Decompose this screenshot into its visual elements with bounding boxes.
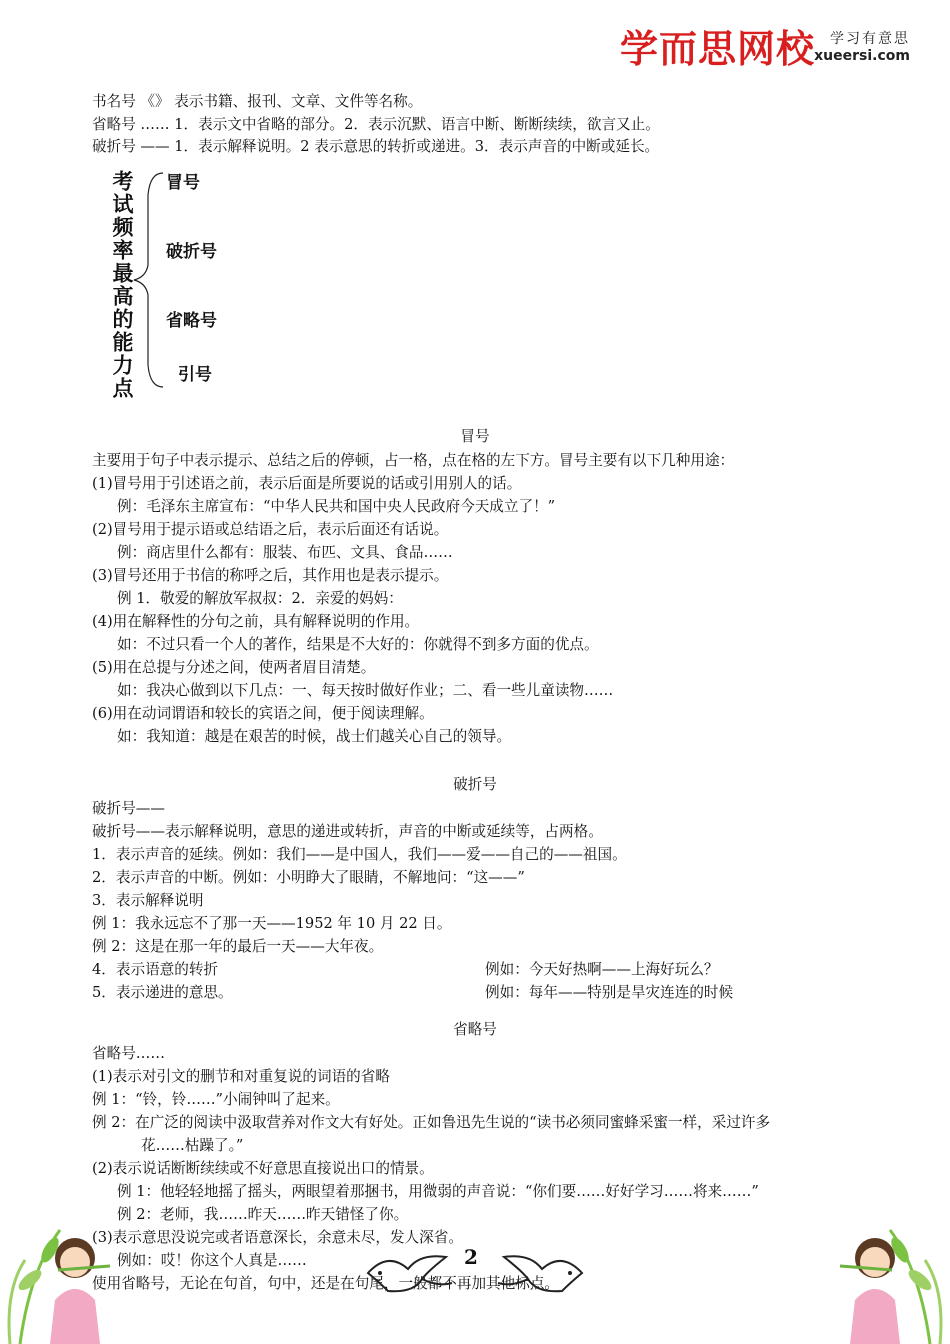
colon-line: (4)用在解释性的分句之前，具有解释说明的作用。 — [92, 613, 420, 630]
ellipsis-line: 花……枯躁了。” — [141, 1137, 244, 1154]
dash-line: 破折号—— — [92, 800, 165, 817]
section-heading-ellipsis: 省略号 — [453, 1021, 497, 1038]
ellipsis-line: 例如：哎！你这个人真是…… — [117, 1252, 307, 1269]
ellipsis-line: 使用省略号，无论在句首，句中，还是在句尾，一般都不再加其他标点。 — [92, 1275, 560, 1292]
dash-line: 破折号——表示解释说明，意思的递进或转折，声音的中断或延续等，占两格。 — [92, 823, 603, 840]
mindmap-title: 考试频率最高的能力点 — [110, 170, 134, 400]
page-number: 2 — [464, 1245, 478, 1269]
ellipsis-line: 例 1：他轻轻地摇了摇头，两眼望着那捆书，用微弱的声音说：“你们要……好好学习……将来……” — [117, 1183, 759, 1200]
ellipsis-line: 省略号…… — [92, 1045, 165, 1062]
mindmap-branch-dash: 破折号 — [166, 242, 217, 262]
girl-illustration-left — [0, 1150, 130, 1344]
colon-line: (1)冒号用于引述语之前，表示后面是所要说的话或引用别人的话。 — [92, 475, 522, 492]
section-heading-dash: 破折号 — [453, 776, 497, 793]
ellipsis-line: 例 2：在广泛的阅读中汲取营养对作文大有好处。正如鲁迅先生说的“读书必须同蜜蜂采蜜一样，采过许多 — [92, 1114, 771, 1131]
dash-example-right: 例如：每年——特别是旱灾连连的时候 — [485, 984, 734, 1001]
intro-line-ellipsis: 省略号 …… 1．表示文中省略的部分。2．表示沉默、语言中断、断断续续，欲言又止。 — [92, 116, 660, 133]
dash-example-right: 例如：今天好热啊——上海好玩么？ — [485, 961, 719, 978]
colon-line: 如：不过只看一个人的著作，结果是不大好的：你就得不到多方面的优点。 — [117, 636, 599, 653]
mindmap-branch-quote: 引号 — [178, 365, 212, 385]
brand-logo: 学而思网校 — [619, 27, 815, 71]
colon-line: (3)冒号还用于书信的称呼之后，其作用也是表示提示。 — [92, 567, 449, 584]
mindmap-brace — [128, 165, 168, 395]
girl-illustration-right — [820, 1150, 950, 1344]
ellipsis-line: 例 1：“铃，铃……”小闹钟叫了起来。 — [92, 1091, 340, 1108]
ellipsis-line: (2)表示说话断断续续或不好意思直接说出口的情景。 — [92, 1160, 434, 1177]
ellipsis-line: (3)表示意思没说完或者语意深长，余意未尽，发人深省。 — [92, 1229, 463, 1246]
ellipsis-line: (1)表示对引文的删节和对重复说的词语的省略 — [92, 1068, 390, 1085]
dash-line: 5．表示递进的意思。 — [92, 984, 233, 1001]
dove-icon-left — [358, 1243, 458, 1301]
mindmap-branch-ellipsis: 省略号 — [166, 311, 217, 331]
intro-line-dash: 破折号 —— 1．表示解释说明。2 表示意思的转折或递进。3．表示声音的中断或延长。 — [92, 138, 660, 155]
brand-slogan: 学习有意思 — [830, 31, 910, 47]
colon-line: 例 1．敬爱的解放军叔叔：2．亲爱的妈妈： — [117, 590, 403, 607]
colon-line: (2)冒号用于提示语或总结语之后，表示后面还有话说。 — [92, 521, 449, 538]
colon-line: 主要用于句子中表示提示、总结之后的停顿，占一格，点在格的左下方。冒号主要有以下几种用途： — [92, 452, 735, 469]
dash-line: 4．表示语意的转折 — [92, 961, 219, 978]
colon-line: (5)用在总提与分述之间，使两者眉目清楚。 — [92, 659, 376, 676]
dash-line: 2．表示声音的中断。例如：小明睁大了眼睛，不解地问：“这——” — [92, 869, 525, 886]
intro-line-book-title: 书名号 《》 表示书籍、报刊、文章、文件等名称。 — [92, 93, 423, 110]
ellipsis-line: 例 2：老师，我……昨天……昨天错怪了你。 — [117, 1206, 409, 1223]
dove-icon-right — [492, 1243, 592, 1301]
colon-line: 例：商店里什么都有：服装、布匹、文具、食品…… — [117, 544, 453, 561]
colon-line: 如：我知道：越是在艰苦的时候，战士们越关心自己的领导。 — [117, 728, 512, 745]
dash-line: 例 2：这是在那一年的最后一天——大年夜。 — [92, 938, 384, 955]
colon-line: (6)用在动词谓语和较长的宾语之间，便于阅读理解。 — [92, 705, 434, 722]
brand-url: xueersi.com — [814, 48, 910, 64]
mindmap-branch-colon: 冒号 — [166, 173, 200, 193]
colon-line: 例：毛泽东主席宣布：“中华人民共和国中央人民政府今天成立了！” — [117, 498, 556, 515]
dash-line: 例 1：我永远忘不了那一天——1952 年 10 月 22 日。 — [92, 915, 452, 932]
dash-line: 3．表示解释说明 — [92, 892, 204, 909]
dash-line: 1．表示声音的延续。例如：我们——是中国人，我们——爱——自己的——祖国。 — [92, 846, 627, 863]
section-heading-colon: 冒号 — [460, 428, 490, 445]
colon-line: 如：我决心做到以下几点：一、每天按时做好作业；二、看一些儿童读物…… — [117, 682, 614, 699]
